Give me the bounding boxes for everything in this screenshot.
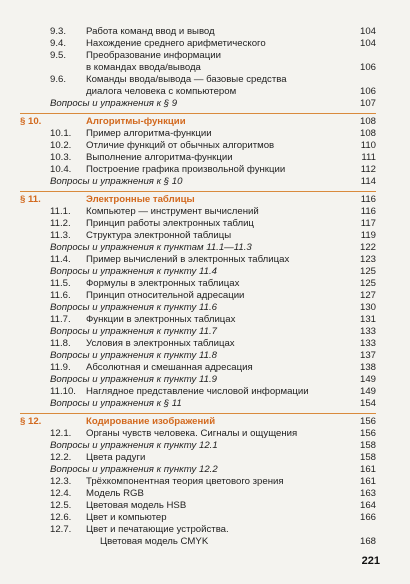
- entry-page: 107: [359, 98, 376, 109]
- entry-page: 168: [359, 536, 376, 547]
- entry-number: 11.6.: [50, 290, 71, 301]
- questions-title: Вопросы и упражнения к пункту 11.6: [50, 302, 217, 313]
- entry-title: Условия в электронных таблицах: [86, 338, 235, 349]
- questions-title: Вопросы и упражнения к пункту 11.7: [50, 326, 217, 337]
- entry-number: 12.3.: [50, 476, 72, 487]
- section-title: Электронные таблицы: [86, 194, 195, 205]
- entry-number: 11.1.: [50, 206, 71, 217]
- entry-title: Наглядное представление числовой информации: [86, 386, 309, 397]
- section-page: 116: [360, 194, 376, 205]
- entry-number: 10.3.: [50, 152, 72, 163]
- entry-title: Абсолютная и смешанная адресация: [86, 362, 253, 373]
- entry-title: Модель RGB: [86, 488, 144, 499]
- entry-page: 158: [359, 452, 376, 463]
- entry-title: Пример вычислений в электронных таблицах: [86, 254, 290, 265]
- entry-title-line2: в командах ввода/вывода: [86, 62, 201, 73]
- entry-page: 104: [359, 38, 376, 49]
- entry-title: Трёхкомпонентная теория цветового зрения: [86, 476, 284, 487]
- entry-page: 133: [359, 338, 376, 349]
- entry-page: 112: [360, 164, 376, 175]
- section-page: 156: [359, 416, 376, 427]
- entry-page: 156: [359, 428, 376, 439]
- entry-number: 11.5.: [50, 278, 71, 289]
- entry-page: 111: [361, 152, 376, 163]
- entry-page: 119: [360, 230, 376, 241]
- entry-title: Принцип относительной адресации: [86, 290, 245, 301]
- section-title: Алгоритмы-функции: [86, 116, 186, 127]
- entry-page: 110: [360, 140, 376, 151]
- entry-page: 106: [359, 62, 376, 73]
- entry-title-line2: Цветовая модель CMYK: [100, 536, 209, 547]
- entry-title: Пример алгоритма-функции: [86, 128, 212, 139]
- entry-number: 12.1.: [50, 428, 72, 439]
- entry-page: 161: [359, 464, 376, 475]
- questions-title: Вопросы и упражнения к пунктам 11.1—11.3: [50, 242, 252, 253]
- entry-page: 163: [359, 488, 376, 499]
- entry-number: 12.2.: [50, 452, 72, 463]
- entry-title: Работа команд ввод и вывод: [86, 26, 215, 37]
- questions-title: Вопросы и упражнения к пункту 11.4: [50, 266, 217, 277]
- section-number: § 12.: [20, 416, 42, 427]
- entry-page: 130: [359, 302, 376, 313]
- questions-title: Вопросы и упражнения к пункту 11.8: [50, 350, 217, 361]
- questions-title: Вопросы и упражнения к § 11: [50, 398, 182, 409]
- entry-title: Органы чувств человека. Сигналы и ощущения: [86, 428, 298, 439]
- entry-page: 161: [359, 476, 376, 487]
- entry-page: 166: [359, 512, 376, 523]
- entry-number: 10.1.: [50, 128, 72, 139]
- entry-page: 117: [360, 218, 376, 229]
- entry-page: 133: [359, 326, 376, 337]
- entry-title-line2: диалога человека с компьютером: [86, 86, 237, 97]
- questions-title: Вопросы и упражнения к пункту 12.2: [50, 464, 218, 475]
- entry-number: 9.4.: [50, 38, 67, 49]
- entry-page: 125: [359, 266, 376, 277]
- entry-title: Цвета радуги: [86, 452, 146, 463]
- entry-number: 12.6.: [50, 512, 72, 523]
- entry-page: 125: [359, 278, 376, 289]
- entry-page: 149: [359, 374, 376, 385]
- entry-number: 11.10.: [50, 386, 76, 397]
- entry-number: 11.9.: [50, 362, 71, 373]
- entry-number: 11.8.: [50, 338, 71, 349]
- entry-title: Нахождение среднего арифметического: [86, 38, 266, 49]
- questions-title: Вопросы и упражнения к § 10: [50, 176, 183, 187]
- entry-title: Цветовая модель HSB: [86, 500, 187, 511]
- entry-title: Построение графика произвольной функции: [86, 164, 286, 175]
- entry-title: Команды ввода/вывода — базовые средства: [86, 74, 287, 85]
- entry-page: 138: [359, 362, 376, 373]
- section-title: Кодирование изображений: [86, 416, 216, 427]
- entry-title: Структура электронной таблицы: [86, 230, 232, 241]
- entry-title: Формулы в электронных таблицах: [86, 278, 240, 289]
- entry-number: 9.3.: [50, 26, 67, 37]
- entry-page: 158: [359, 440, 376, 451]
- entry-page: 127: [359, 290, 376, 301]
- entry-page: 106: [359, 86, 376, 97]
- entry-page: 116: [360, 206, 376, 217]
- entry-number: 9.6.: [50, 74, 67, 85]
- section-divider: [20, 113, 376, 114]
- entry-title: Функции в электронных таблицах: [86, 314, 236, 325]
- section-divider: [20, 191, 376, 192]
- entry-page: 164: [359, 500, 376, 511]
- entry-page: 122: [359, 242, 376, 253]
- entry-title: Принцип работы электронных таблиц: [86, 218, 254, 229]
- entry-title: Компьютер — инструмент вычислений: [86, 206, 259, 217]
- section-divider: [20, 413, 376, 414]
- entry-number: 11.4.: [50, 254, 71, 265]
- entry-page: 108: [359, 128, 376, 139]
- entry-page: 131: [359, 314, 376, 325]
- page-number: 221: [361, 555, 380, 567]
- entry-page: 104: [359, 26, 376, 37]
- entry-page: 154: [359, 398, 376, 409]
- entry-page: 114: [360, 176, 376, 187]
- entry-title: Цвет и компьютер: [86, 512, 167, 523]
- entry-page: 137: [359, 350, 376, 361]
- section-page: 108: [359, 116, 376, 127]
- questions-title: Вопросы и упражнения к пункту 12.1: [50, 440, 218, 451]
- entry-number: 10.2.: [50, 140, 72, 151]
- questions-title: Вопросы и упражнения к пункту 11.9: [50, 374, 217, 385]
- questions-title: Вопросы и упражнения к § 9: [50, 98, 178, 109]
- entry-number: 12.4.: [50, 488, 72, 499]
- entry-title: Цвет и печатающие устройства.: [86, 524, 229, 535]
- entry-number: 11.3.: [50, 230, 71, 241]
- entry-page: 149: [359, 386, 376, 397]
- entry-title: Отличие функций от обычных алгоритмов: [86, 140, 275, 151]
- section-number: § 11.: [20, 194, 41, 205]
- entry-title: Преобразование информации: [86, 50, 221, 61]
- entry-title: Выполнение алгоритма-функции: [86, 152, 233, 163]
- entry-number: 12.5.: [50, 500, 72, 511]
- section-number: § 10.: [20, 116, 42, 127]
- entry-number: 12.7.: [50, 524, 72, 535]
- entry-number: 11.7.: [50, 314, 71, 325]
- entry-number: 9.5.: [50, 50, 67, 61]
- entry-number: 11.2.: [50, 218, 71, 229]
- entry-page: 123: [359, 254, 376, 265]
- entry-number: 10.4.: [50, 164, 72, 175]
